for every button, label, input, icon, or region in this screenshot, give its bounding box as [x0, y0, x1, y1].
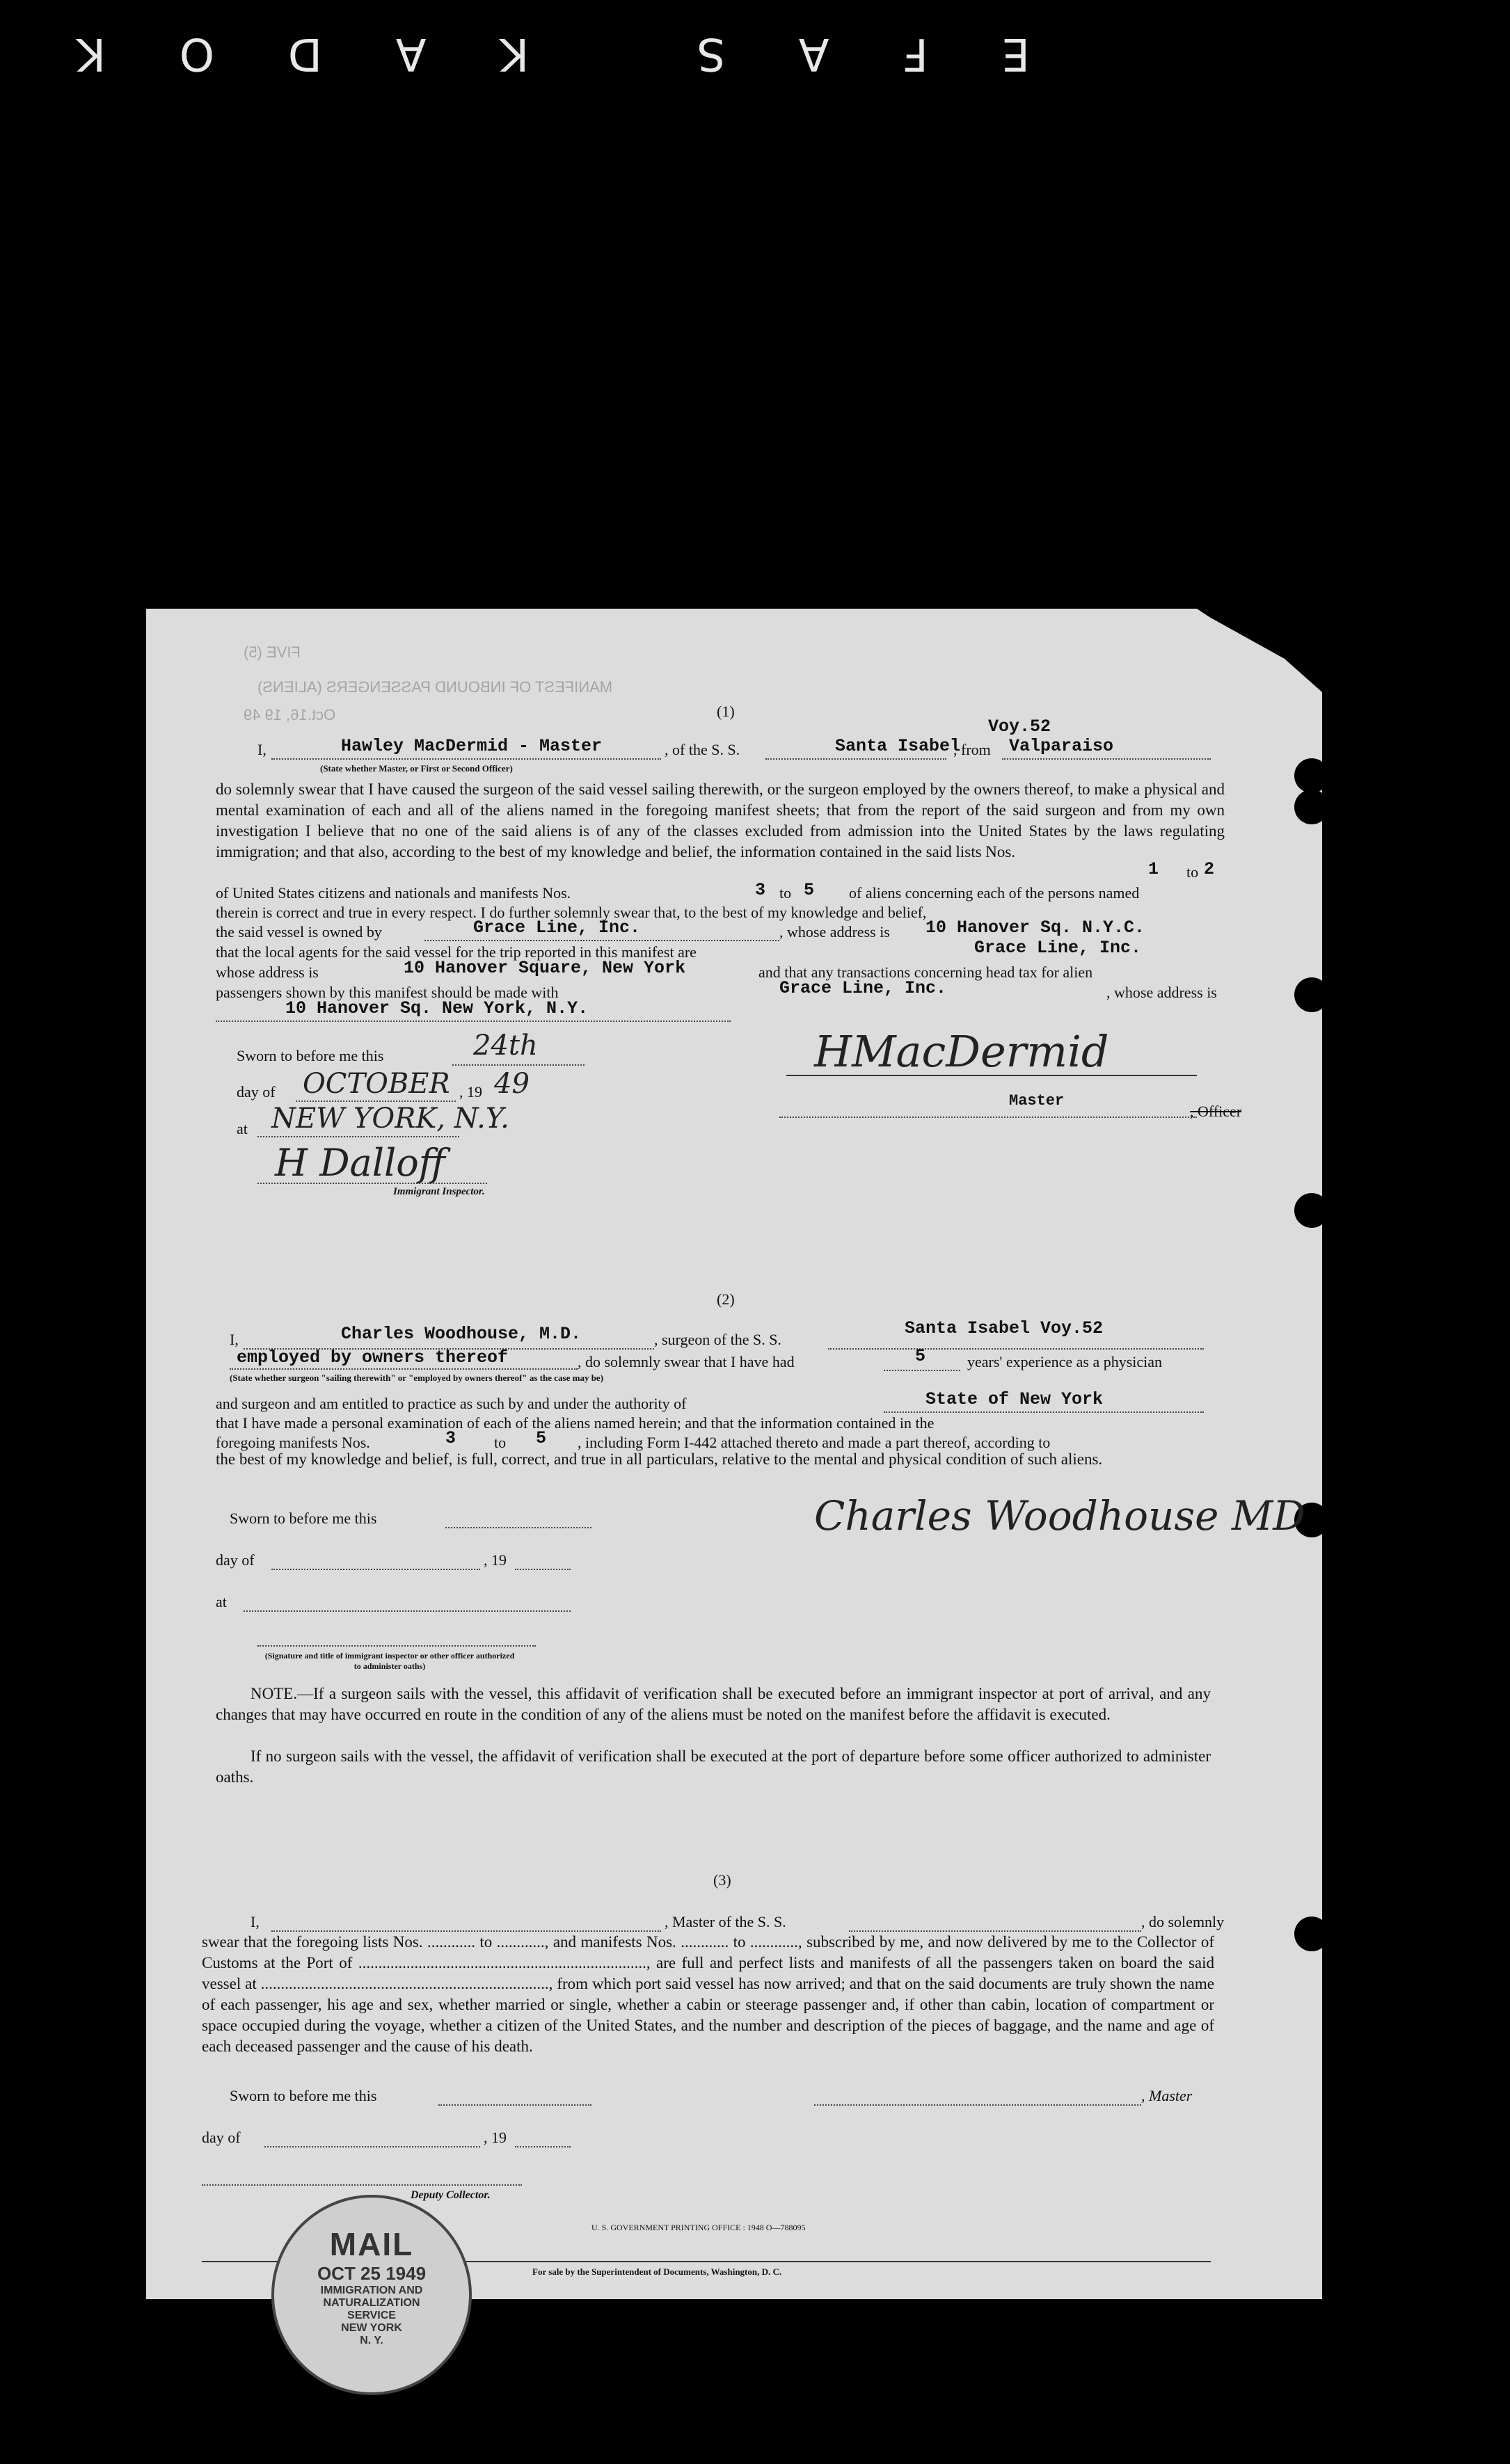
to-word: to	[779, 884, 792, 902]
punch-hole	[1294, 1193, 1329, 1228]
swear-text: , do solemnly swear that I have had	[578, 1353, 795, 1370]
film-letter: E	[980, 28, 1030, 79]
stamp-line: SERVICE	[347, 2310, 396, 2321]
whose-address-label: , whose address is	[779, 923, 890, 941]
surgeon-of-label: , surgeon of the S. S.	[654, 1331, 781, 1348]
headtax-party: Grace Line, Inc.	[779, 978, 947, 998]
sworn-label: Sworn to before me this	[237, 1047, 384, 1064]
section-number: (3)	[713, 1871, 731, 1889]
owner-line	[424, 940, 779, 941]
surgeon-vessel: Santa Isabel Voy.52	[905, 1318, 1104, 1338]
bleed-through-text: MANIFEST OF INBOUND PASSENGERS (ALIENS)	[257, 678, 613, 696]
lists-from: 1	[1148, 859, 1159, 879]
manifests-end: , including Form I-442 attached thereto and made a part thereof, according to	[578, 1434, 1051, 1451]
headtax-label: passengers shown by this manifest should be made with	[216, 984, 559, 1001]
stamp-line: IMMIGRATION AND	[320, 2285, 423, 2296]
years-end: years' experience as a physician	[967, 1353, 1163, 1370]
master-name: Hawley MacDermid - Master	[341, 736, 603, 756]
manifests-to: 5	[536, 1428, 547, 1448]
master-sig-line	[814, 2104, 1141, 2106]
at-label: at	[216, 1593, 227, 1610]
agents-address-end: and that any transactions concerning head tax for alien	[758, 963, 1093, 981]
sworn-place-line	[244, 1610, 571, 1612]
section-number: (1)	[717, 703, 735, 720]
master-signature: HMacDermid	[814, 1026, 1109, 1077]
film-letter: K	[56, 28, 106, 79]
film-letter: A	[374, 28, 427, 79]
torn-corner	[1197, 609, 1322, 692]
headtax-address-line	[216, 1021, 731, 1022]
i-label: I,	[230, 1331, 239, 1348]
to-word: to	[1186, 863, 1199, 881]
stamp-line: N. Y.	[360, 2335, 383, 2346]
day-of-label: day of	[237, 1083, 276, 1101]
sworn-year-line	[515, 1569, 571, 1570]
master-of-label: , Master of the S. S.	[665, 1913, 786, 1930]
at-label: at	[237, 1120, 248, 1137]
film-letter: D	[267, 28, 322, 79]
punch-hole	[1294, 758, 1329, 793]
film-letter: F	[882, 28, 928, 79]
film-letter: O	[158, 28, 215, 79]
master-title: Master	[1009, 1092, 1065, 1110]
agents-address-label: whose address is	[216, 963, 319, 981]
officer-sig-caption: (Signature and title of immigrant inspector or other officer authorized to administer oaths)	[264, 1651, 515, 1671]
sworn-day-line	[438, 2104, 591, 2106]
from-port: Valparaiso	[1009, 736, 1114, 756]
year-prefix: , 19	[484, 1551, 507, 1569]
note-paragraph-2: If no surgeon sails with the vessel, the affidavit of verification shall be executed at the port of departure before some officer authorized to administer oaths.	[216, 1747, 1211, 1786]
deputy-line	[202, 2184, 522, 2186]
punch-hole	[1294, 790, 1329, 824]
from-port-line	[1002, 758, 1211, 760]
sworn-place: NEW YORK, N.Y.	[271, 1103, 509, 1135]
section1-paragraph: do solemnly swear that I have caused the surgeon of the said vessel sailing therewith, or the surgeon employed by the owners thereof, to make a physical and mental examination of each and all of the aliens named in the foregoing manifest sheets; that from the report of the said surgeon and from my own investigation I believe that no one of the said aliens is of any of the classes excluded from admission into the United States by the laws regulating immigration; and that also, according to the best of my knowledge and belief, the information contained in the said lists Nos.	[216, 781, 1225, 861]
section-number: (2)	[717, 1290, 735, 1308]
section2-paragraph-end: the best of my knowledge and belief, is full, correct, and true in all particulars, relative to the mental and physical condition of such aliens.	[216, 1450, 1103, 1468]
gpo-line: U. S. GOVERNMENT PRINTING OFFICE : 1948 O—788095	[591, 2223, 806, 2232]
swear-end: , do solemnly	[1141, 1913, 1225, 1930]
sworn-place-line	[257, 1136, 459, 1137]
employment-line	[230, 1368, 578, 1370]
sworn-month-line	[296, 1101, 456, 1102]
film-letter: K	[479, 28, 530, 79]
inspector-line	[257, 1183, 487, 1184]
agents: Grace Line, Inc.	[974, 938, 1142, 958]
year-prefix: , 19	[459, 1083, 482, 1101]
inspector-caption: Immigrant Inspector.	[393, 1186, 485, 1197]
manifests-from: 3	[755, 880, 766, 900]
sworn-year-line	[515, 2146, 571, 2147]
stamp-line: NATURALIZATION	[323, 2297, 420, 2309]
note-paragraph: NOTE.—If a surgeon sails with the vessel, this affidavit of verification shall be executed before an immigrant inspector at port of arrival, and any changes that may have occurred en route in the condition of any of the aliens must be noted on the manifest before the affidavit is executed.	[216, 1685, 1211, 1723]
stamp-line: NEW YORK	[341, 2322, 402, 2334]
owner-address: 10 Hanover Sq. N.Y.C.	[925, 918, 1145, 938]
surgeon-name: Charles Woodhouse, M.D.	[341, 1324, 582, 1344]
year-prefix: , 19	[484, 2129, 507, 2146]
master-label: , Master	[1141, 2087, 1193, 2104]
authority-line	[884, 1411, 1204, 1413]
film-edge-marking	[56, 28, 1030, 79]
agents-address: 10 Hanover Square, New York	[404, 958, 686, 978]
bleed-through-text: FIVE (5)	[244, 643, 301, 661]
owned-by-label: the said vessel is owned by	[216, 923, 382, 941]
sale-line: For sale by the Superintendent of Documents, Washington, D. C.	[532, 2266, 782, 2277]
master-title-line	[779, 1117, 1197, 1118]
surgeon-signature: Charles Woodhouse MD	[814, 1492, 1305, 1539]
day-of-label: day of	[216, 1551, 255, 1569]
manifests-label: foregoing manifests Nos.	[216, 1434, 370, 1451]
i-label: I,	[257, 741, 267, 758]
employment: employed by owners thereof	[237, 1347, 509, 1368]
stamp-date: OCT 25 1949	[317, 2263, 427, 2284]
sworn-year: 49	[494, 1068, 530, 1100]
sworn-day: 24th	[473, 1030, 538, 1062]
years-line	[884, 1370, 960, 1371]
of-ss-label: , of the S. S.	[665, 741, 740, 758]
stamp-mail: MAIL	[329, 2226, 414, 2262]
sworn-month-line	[264, 2146, 480, 2147]
voyage-number: Voy.52	[988, 717, 1051, 737]
authority: State of New York	[925, 1389, 1104, 1409]
punch-hole	[1294, 1917, 1329, 1951]
bleed-through-text: Oct.16, 19 49	[244, 706, 336, 723]
agents-label: that the local agents for the said vessel for the trip reported in this manifest are	[216, 943, 697, 961]
headtax-address: 10 Hanover Sq. New York, N.Y.	[285, 998, 589, 1018]
correct-line: therein is correct and true in every respect. I do further solemnly swear that, to the best of my knowledge and belief,	[216, 904, 927, 921]
sworn-label: Sworn to before me this	[230, 1510, 377, 1527]
years: 5	[915, 1346, 926, 1366]
employment-caption: (State whether surgeon "sailing therewith" or "employed by owners thereof" as the case may be)	[230, 1373, 604, 1383]
owner: Grace Line, Inc.	[473, 918, 641, 938]
manifests-to: 5	[804, 880, 815, 900]
sworn-day-line	[445, 1527, 591, 1528]
mail-received-stamp	[271, 2195, 472, 2395]
i-label: I,	[251, 1913, 260, 1930]
citizens-line-text: of United States citizens and nationals and manifests Nos.	[216, 884, 571, 902]
deputy-caption: Deputy Collector.	[411, 2189, 491, 2201]
punch-hole	[1294, 977, 1329, 1012]
vessel-line	[765, 758, 946, 760]
master-name-line	[271, 758, 661, 760]
sworn-month: OCTOBER	[303, 1068, 450, 1100]
film-letter: A	[777, 28, 829, 79]
master-signature-line	[786, 1075, 1197, 1076]
sworn-day-line	[452, 1064, 585, 1066]
vessel-name: Santa Isabel	[835, 736, 961, 756]
manifests-from: 3	[445, 1428, 456, 1448]
headtax-end: , whose address is	[1106, 984, 1217, 1001]
lists-to: 2	[1204, 859, 1215, 879]
from-label: , from	[953, 741, 991, 758]
day-of-label: day of	[202, 2129, 241, 2146]
citizens-line-end: of aliens concerning each of the persons named	[849, 884, 1140, 902]
surgeon-vessel-line	[828, 1348, 1204, 1350]
officer-label: , Officer	[1190, 1103, 1242, 1120]
exam-text: that I have made a personal examination of each of the aliens named herein; and that the information contained in the	[216, 1414, 935, 1432]
section3-paragraph: swear that the foregoing lists Nos. ............ to ............, and manifests Nos. ............ to ............, subscribed by me, and now delivered by me to the Collector of Customs at the Port of ........................................................................, are full and perfect lists and manifests of all the passengers taken on board the said vessel at ........................................................................, from which port said vessel has now arrived; and that on the said documents are truly shown the name of each passenger, his age and sex, whether married or single, whether a cabin or steerage passenger and, if other than cabin, location of compartment or space occupied during the voyage, whether a citizen of the United States, and the number and description of the pieces of baggage, and the name and age of each deceased passenger and the cause of his death.	[202, 1933, 1214, 2055]
inspector-signature: H Dalloff	[275, 1141, 446, 1185]
manifest-page	[146, 609, 1322, 2346]
master-caption: (State whether Master, or First or Second Officer)	[320, 763, 513, 774]
sworn-label: Sworn to before me this	[230, 2087, 377, 2104]
to-word: to	[494, 1434, 507, 1451]
film-letter: S	[676, 28, 725, 79]
sworn-month-line	[271, 1569, 480, 1570]
officer-sig-line	[257, 1645, 536, 1647]
authority-label: and surgeon and am entitled to practice as such by and under the authority of	[216, 1395, 687, 1412]
